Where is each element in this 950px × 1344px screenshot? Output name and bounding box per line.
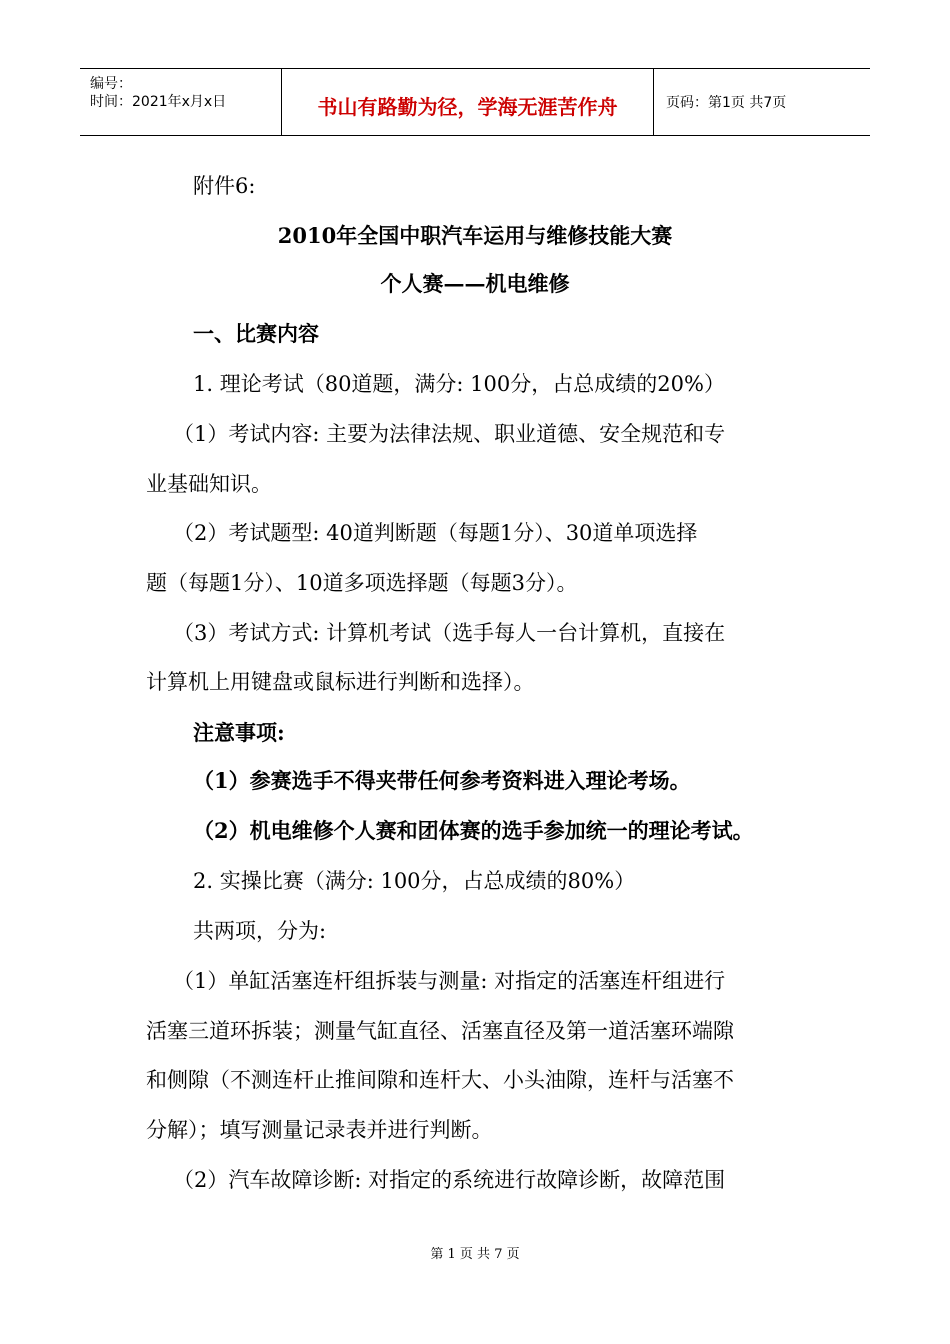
section-heading: 一、比赛内容: [193, 321, 319, 346]
paragraph-item1: 1. 理论考试（80道题，满分: 100分，占总成绩的20%）: [193, 372, 725, 396]
paragraph-line: （2）汽车故障诊断: 对指定的系统进行故障诊断，故障范围: [173, 1168, 726, 1192]
header-motto-cell: [281, 69, 654, 135]
page-footer: 第 1 页 共 7 页: [430, 1247, 520, 1262]
attachment-label: 附件6:: [193, 174, 256, 198]
notes-heading: 注意事项:: [193, 720, 285, 745]
page-header: [80, 68, 870, 136]
paragraph-line: 分解）；填写测量记录表并进行判断。: [146, 1118, 493, 1142]
document-subtitle: 个人赛——机电维修: [380, 271, 570, 296]
paragraph-line: 和侧隙（不测连杆止推间隙和连杆大、小头油隙，连杆与活塞不: [146, 1068, 734, 1092]
paragraph-line: （3）考试方式: 计算机考试（选手每人一台计算机，直接在: [173, 621, 726, 645]
paragraph-line: （1）单缸活塞连杆组拆装与测量: 对指定的活塞连杆组进行: [173, 969, 726, 993]
paragraph-line: 计算机上用键盘或鼠标进行判断和选择）。: [146, 670, 535, 694]
paragraph-line: 业基础知识。: [146, 472, 272, 496]
header-motto: 书山有路勤为径，学海无涯苦作舟: [317, 95, 618, 119]
paragraph-line: （1）考试内容: 主要为法律法规、职业道德、安全规范和专: [173, 422, 726, 446]
note-item: （2）机电维修个人赛和团体赛的选手参加统一的理论考试。: [193, 818, 754, 843]
date-label: 时间：2021年x月x日: [90, 94, 227, 110]
serial-number-label: 编号：: [90, 76, 132, 92]
paragraph-line: （2）考试题型: 40道判断题（每题1分）、30道单项选择: [173, 521, 698, 545]
paragraph-line: 活塞三道环拆装；测量气缸直径、活塞直径及第一道活塞环端隙: [146, 1019, 734, 1043]
document-title: 2010年全国中职汽车运用与维修技能大赛: [277, 223, 673, 248]
paragraph-line: 题（每题1分）、10道多项选择题（每题3分）。: [146, 571, 578, 595]
paragraph-line: 共两项，分为:: [193, 919, 327, 943]
note-item: （1）参赛选手不得夹带任何参考资料进入理论考场。: [193, 768, 691, 793]
header-meta-cell: [80, 69, 281, 135]
header-page-cell: [654, 69, 870, 135]
paragraph-item2: 2. 实操比赛（满分: 100分，占总成绩的80%）: [193, 869, 636, 893]
header-page-info: 页码：第1页 共7页: [666, 95, 787, 111]
